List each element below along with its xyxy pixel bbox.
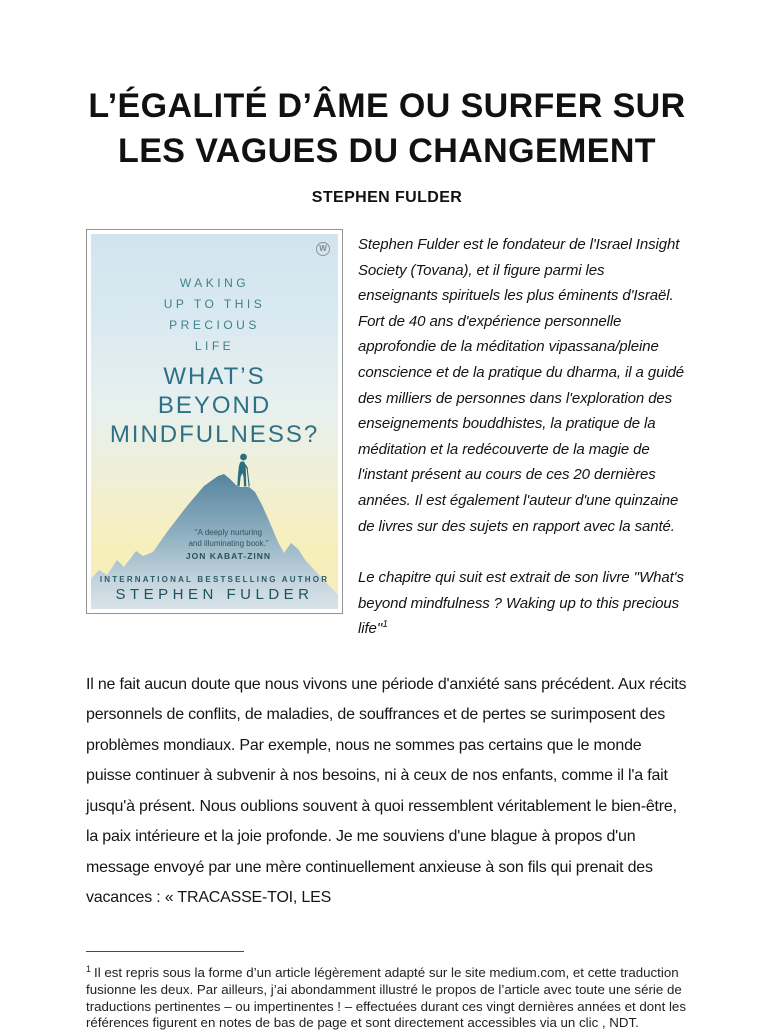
author-bio — [358, 229, 688, 642]
footnote — [86, 961, 690, 1032]
publisher-logo-icon: W — [316, 242, 330, 256]
cover-tagline-line: PRECIOUS — [169, 318, 260, 332]
excerpt-note — [358, 565, 688, 642]
footnote-reference: 1 — [382, 619, 388, 631]
intro-section — [86, 229, 688, 642]
cover-review-quote-line: and illuminating book.” — [188, 539, 269, 548]
footnote-separator — [86, 951, 244, 952]
cover-tagline-line: WAKING — [179, 276, 250, 290]
cover-tagline-line: LIFE — [194, 339, 235, 353]
page-title — [86, 84, 688, 174]
author-byline: STEPHEN FULDER — [311, 189, 463, 206]
author-bio-paragraph: Stephen Fulder est le fondateur de l'Israel Insight Society (Tovana), et il figure parmi les enseignants spirituels les plus éminents d'Israël. Fort de 40 ans d'expérience personnelle approfondie de la méditation vipassana/pleine conscience et de la pratique du dharma, il a guidé des milliers de personnes dans l'exploration des enseignements bouddhistes, la pratique de la méditation et la redécouverte de la magie de l'instant présent au cours de ces 20 dernières années. Il est également l'auteur d'une quinzaine de livres sur des sujets en rapport avec la santé. — [358, 236, 685, 535]
cover-book-title-line: WHAT’S — [163, 363, 266, 390]
body-paragraph: Il ne fait aucun doute que nous vivons une période d'anxiété sans précédent. Aux récits personnels de conflits, de maladies, de souffrances et de pertes se surimposent des problèmes mondiaux. Par exemple, nous ne sommes pas certains que le monde puisse continuer à subvenir à nos besoins, ni à ceux de nos enfants, comme il l'a fait jusqu'à présent. Nous oublions souvent à quoi ressemblent véritablement le bien-être, la paix intérieure et la joie profonde. Je me souviens d'une blague à propos d'un message envoyé par une mère continuellement anxieuse à son fils qui prenait des vacances : « TRACASSE-TOI, LES — [86, 675, 687, 907]
cover-review-quote — [105, 527, 338, 562]
hiker-figure-icon — [237, 454, 250, 487]
cover-author-name: STEPHEN FULDER — [115, 586, 314, 603]
page-title-line-2: LES VAGUES DU CHANGEMENT — [118, 132, 656, 170]
cover-review-quote-author: JON KABAT-ZINN — [185, 551, 272, 561]
book-cover-art — [91, 234, 338, 609]
footnote-section — [86, 951, 690, 1032]
excerpt-note-text: Le chapitre qui suit est extrait de son livre ''What's beyond mindfulness ? Waking up to this precious life'' — [358, 569, 684, 638]
cover-author-tagline: INTERNATIONAL BESTSELLING AUTHOR — [99, 575, 330, 584]
cover-tagline — [91, 273, 338, 357]
footnote-marker: 1 — [86, 963, 92, 974]
page-title-line-1: L’ÉGALITÉ D’ÂME OU SURFER SUR — [88, 87, 686, 125]
cover-book-title — [91, 362, 338, 449]
cover-tagline-line: UP TO THIS — [163, 297, 266, 311]
cover-book-title-line: MINDFULNESS? — [109, 421, 320, 448]
book-cover-image — [86, 229, 343, 614]
cover-review-quote-line: “A deeply nurturing — [194, 528, 263, 537]
footnote-text: Il est repris sous la forme d’un article légèrement adapté sur le site medium.com, et cette traduction fusionne les deux. Par ailleurs, j’ai abondamment illustré le propos de l’article avec toute une série de traductions pertinentes – ou impertinentes ! – effectuées durant ces vingt dernières années et dont les références figurent en notes de bas de page et sont directement accessibles via un clic , NDT. — [86, 965, 686, 1031]
cover-book-title-line: BEYOND — [157, 392, 272, 419]
